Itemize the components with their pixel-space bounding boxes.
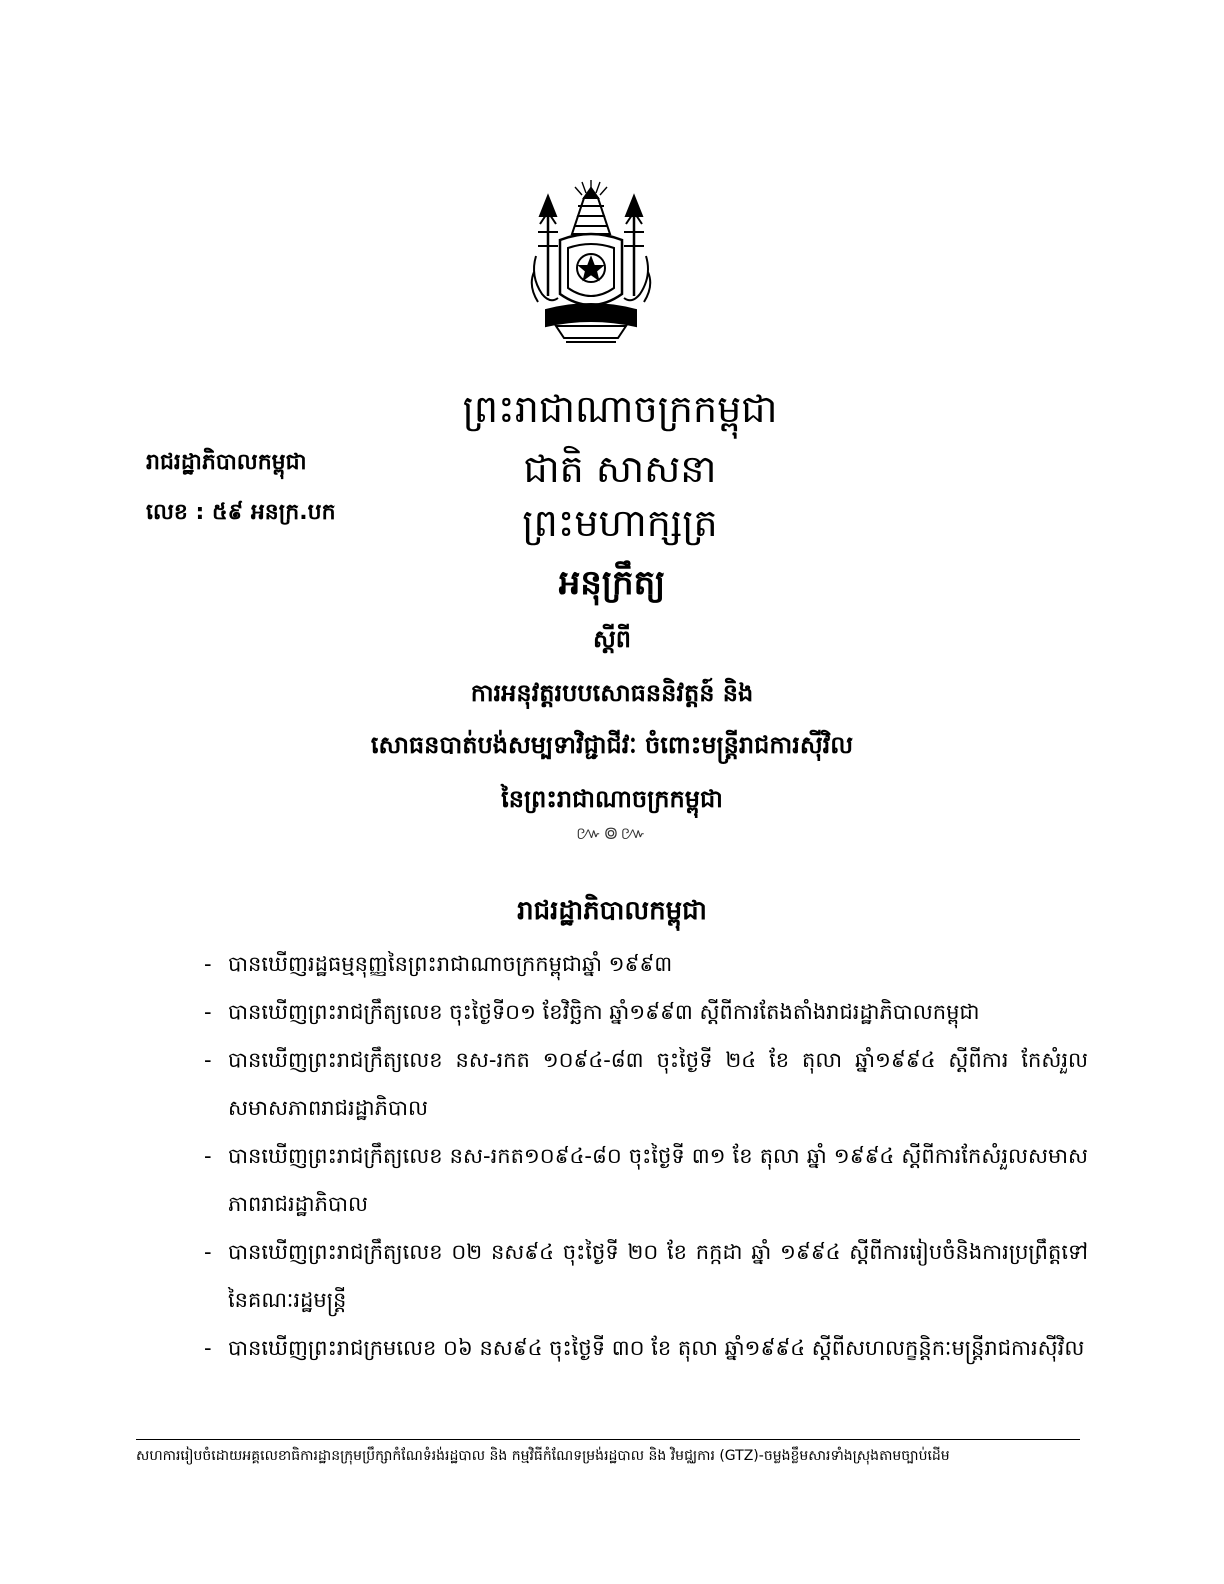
body-heading: រាជរដ្ឋាភិបាលកម្ពុជា (517, 896, 707, 926)
reference-item (204, 1324, 1088, 1372)
document-number: លេខ : ៥៩ អនក្រ.បក (146, 500, 336, 525)
kingdom-name-heading: ព្រះរាជាណាចក្រកម្ពុជា (462, 387, 778, 431)
footer-divider (136, 1439, 1080, 1440)
royal-coat-of-arms-emblem (526, 176, 656, 346)
reference-text: បានឃើញព្រះរាជក្រឹត្យលេខ នស-រកត១០៩៤-៨០ ចុះថ្ងៃទី ៣១ ខែ តុលា ឆ្នាំ ១៩៩៤ ស្តីពីការកែសំរួលសមាសភាពរាជរដ្ឋាភិបាល (228, 1144, 1088, 1216)
issuing-authority: រាជរដ្ឋាភិបាលកម្ពុជា (146, 450, 307, 475)
document-type-title: អនុក្រឹត្យ (558, 563, 666, 603)
reference-item (204, 1036, 1088, 1132)
reference-item (204, 1228, 1088, 1324)
reference-text: បានឃើញព្រះរាជក្រឹត្យលេខ ចុះថ្ងៃទី០១ ខែវិច្ឆិកា ឆ្នាំ១៩៩៣ ស្តីពីការតែងតាំងរាជរដ្ឋាភិបាលកម្ពុជា (228, 1000, 980, 1024)
list-dash: - (204, 1144, 212, 1168)
legal-references-list (204, 940, 1088, 1372)
reference-item (204, 940, 1088, 988)
reference-text: បានឃើញព្រះរាជក្រមលេខ ០៦ នស៩៤ ចុះថ្ងៃទី ៣០ ខែ តុលា ឆ្នាំ១៩៩៤ ស្តីពីសហលក្ខន្តិកៈមន្ត្រីរាជការស៊ីវិល (228, 1336, 1085, 1360)
reference-text: បានឃើញព្រះរាជក្រឹត្យលេខ ០២ នស៩៤ ចុះថ្ងៃទី ២០ ខែ កក្កដា ឆ្នាំ ១៩៩៤ ស្តីពីការរៀបចំនិងការប្រព្រឹត្តទៅនៃគណៈរដ្ឋមន្ត្រី (228, 1240, 1088, 1312)
footer-note: សហការរៀបចំដោយអគ្គលេខាធិការដ្ឋានក្រុមប្រឹក្សាកំណែទំរង់រដ្ឋបាល និង កម្មវិធីកំណែទម្រង់រដ្ឋបាល និង វិមជ្ឈការ (GTZ)-ចម្លងខ្លឹមសារទាំងស្រុងតាមច្បាប់ដើម (136, 1448, 950, 1464)
national-motto: ជាតិ សាសនា ព្រះមហាក្សត្រ (522, 447, 718, 545)
reference-item (204, 1132, 1088, 1228)
list-dash: - (204, 1336, 212, 1360)
subject-line-3: នៃព្រះរាជាណាចក្រកម្ពុជា (501, 785, 723, 813)
about-label: ស្តីពី (592, 625, 632, 653)
list-dash: - (204, 1000, 212, 1024)
reference-text: បានឃើញព្រះរាជក្រឹត្យលេខ នស-រកត ១០៩៤-៨៣ ចុះថ្ងៃទី ២៤ ខែ តុលា ឆ្នាំ១៩៩៤ ស្តីពីការ កែសំរួលសមាសភាពរាជរដ្ឋាភិបាល (228, 1048, 1088, 1120)
list-dash: - (204, 1240, 212, 1264)
reference-item (204, 988, 1088, 1036)
subject-line-1: ការអនុវត្តរបបសោធននិវត្តន៍ និង (470, 679, 754, 707)
decorative-ornament: ៚៙៚ (576, 823, 648, 844)
reference-text: បានឃើញរដ្ឋធម្មនុញ្ញនៃព្រះរាជាណាចក្រកម្ពុជាឆ្នាំ ១៩៩៣ (228, 952, 673, 976)
subject-line-2: សោធនបាត់បង់សម្បទាវិជ្ជាជីវៈ ចំពោះមន្ត្រីរាជការស៊ីវិល (370, 731, 854, 759)
list-dash: - (204, 1048, 212, 1072)
list-dash: - (204, 952, 212, 976)
